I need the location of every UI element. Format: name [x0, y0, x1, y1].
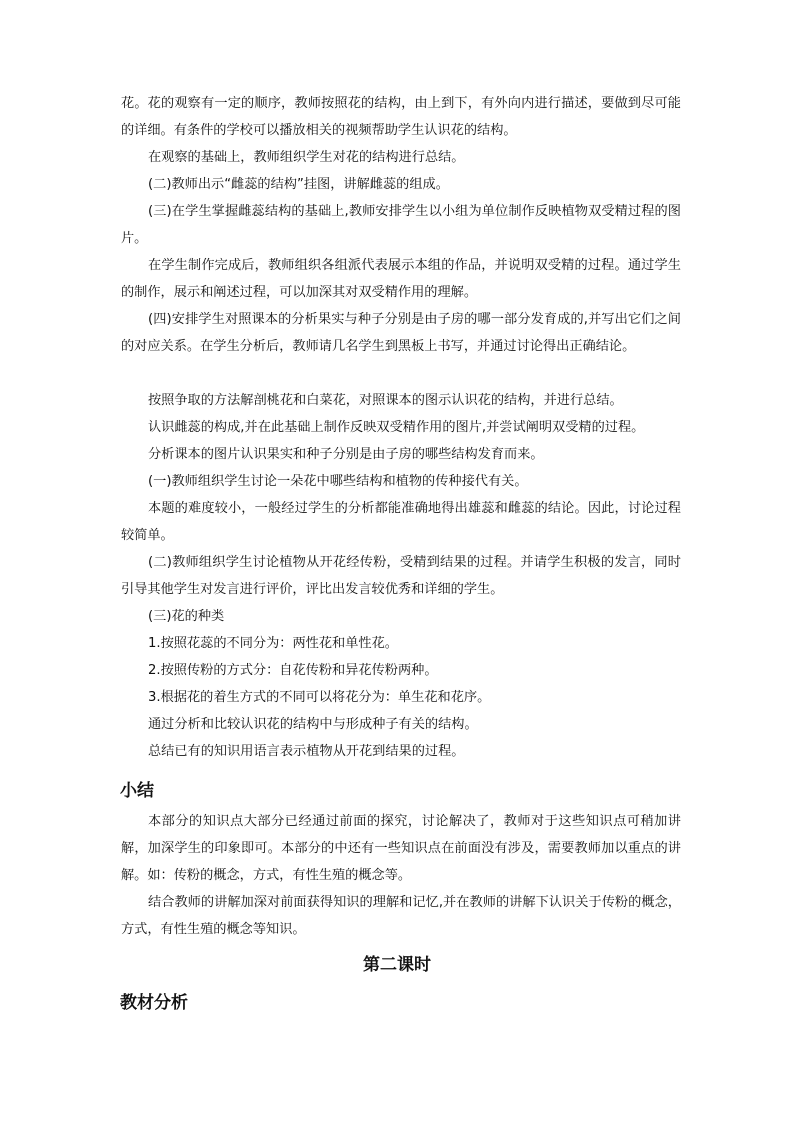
paragraph-pistil-composition: 认识雌蕊的构成,并在此基础上制作反映双受精作用的图片,并尝试阐明双受精的过程。 [148, 420, 645, 435]
paragraph-summary-two: 结合教师的讲解加深对前面获得知识的理解和记忆,并在教师的讲解下认识关于传粉的概念，方式，有性生殖的概念等知识。 [121, 895, 681, 937]
paragraph-summary-one: 本部分的知识点大部分已经通过前面的探究，讨论解决了，教师对于这些知识点可稍加讲解，加深学生的印象即可。本部分的中还有一些知识点在前面没有涉及，需要教师加以重点的讲解。如：传粉的概念，方式，有性生殖的概念等。 [121, 814, 681, 883]
paragraph-compare-structures: 通过分析和比较认识花的结构中与形成种子有关的结构。 [148, 717, 478, 732]
paragraph-student-presentation: 在学生制作完成后，教师组织各组派代表展示本组的作品，并说明双受精的过程。通过学生的制作，展示和阐述过程，可以加深其对双受精作用的理解。 [121, 258, 681, 300]
list-item: 1.按照花蕊的不同分为：两性花和单性花。 [148, 636, 398, 651]
heading-summary: 小结 [120, 781, 154, 801]
paragraph-double-fertilization-task: (三)在学生掌握雌蕊结构的基础上,教师安排学生以小组为单位制作反映植物双受精过程的图片。 [121, 204, 681, 246]
paragraph-difficulty: 本题的难度较小，一般经过学生的分析都能准确地得出雄蕊和雌蕊的结论。因此，讨论过程较简单。 [121, 501, 681, 543]
paragraph-fruit-seed-analysis: (四)安排学生对照课本的分析果实与种子分别是由子房的哪一部分发育成的,并写出它们之间的对应关系。在学生分析后，教师请几名学生到黑板上书写，并通过讨论得出正确结论。 [121, 312, 681, 354]
paragraph-pistil-chart: (二)教师出示“雌蕊的结构”挂图，讲解雌蕊的组成。 [148, 177, 449, 192]
paragraph-summary-structure: 在观察的基础上，教师组织学生对花的结构进行总结。 [148, 150, 465, 165]
paragraph-discussion-one: (一)教师组织学生讨论一朵花中哪些结构和植物的传种接代有关。 [148, 474, 528, 489]
heading-material-analysis: 教材分析 [120, 993, 188, 1013]
paragraph-flower-types: (三)花的种类 [148, 609, 225, 624]
list-item: 2.按照传粉的方式分：自花传粉和异花传粉两种。 [148, 663, 438, 678]
paragraph-summarize-process: 总结已有的知识用语言表示植物从开花到结果的过程。 [148, 744, 465, 759]
section-title: 第二课时 [363, 955, 431, 975]
paragraph-flower-observation: 花。花的观察有一定的顺序，教师按照花的结构，由上到下，有外向内进行描述，要做到尽可能的详细。有条件的学校可以播放相关的视频帮助学生认识花的结构。 [121, 96, 681, 138]
paragraph-fruit-origin: 分析课本的图片认识果实和种子分别是由子房的哪些结构发育而来。 [148, 447, 544, 462]
paragraph-discussion-two: (二)教师组织学生讨论植物从开花经传粉，受精到结果的过程。并请学生积极的发言，同时引导其他学生对发言进行评价，评比出发言较优秀和详细的学生。 [121, 555, 681, 597]
paragraph-dissect-flowers: 按照争取的方法解剖桃花和白菜花，对照课本的图示认识花的结构，并进行总结。 [148, 393, 623, 408]
list-item: 3.根据花的着生方式的不同可以将花分为：单生花和花序。 [148, 690, 491, 705]
